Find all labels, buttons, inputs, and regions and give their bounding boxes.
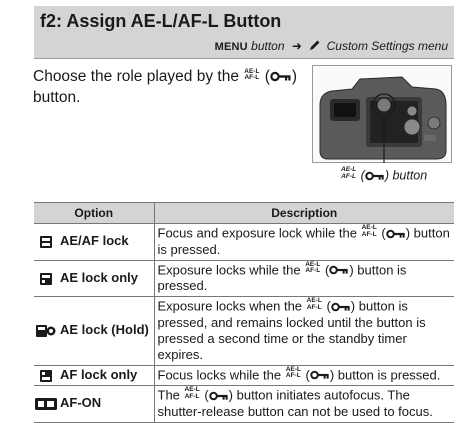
option-description: Focus locks while the AE-L AF-L ( ) button is pressed. [154, 365, 454, 386]
camera-caption: AE-L AF-L ( ) button [341, 166, 428, 183]
option-description: Exposure locks while the AE-L AF-L ( ) button is pressed. [154, 260, 454, 297]
table-row [34, 224, 454, 261]
camera-illustration [312, 65, 452, 163]
options-table [34, 202, 454, 423]
table-row [34, 386, 454, 423]
custom-settings-menu-label: Custom Settings menu [326, 39, 448, 53]
ae-l-af-l-symbol: AE-L AF-L [305, 260, 321, 274]
key-lock-icon [331, 302, 351, 312]
arrow-right-icon: ➜ [291, 39, 302, 53]
menu-word: MENU [214, 41, 248, 53]
key-lock-icon [270, 71, 292, 82]
option-description: Exposure locks when the AE-L AF-L ( ) button is pressed, and remains locked until the button is pressed a second time or the standby timer expires. [154, 297, 454, 366]
option-description: Focus and exposure lock while the AE-L AF-L ( ) button is pressed. [154, 224, 454, 261]
ae-af-lock-icon [39, 235, 53, 249]
key-lock-icon [310, 370, 330, 380]
page-title: f2: Assign AE-L/AF-L Button [40, 11, 282, 31]
key-lock-icon [329, 265, 349, 275]
column-header-option: Option [34, 203, 154, 224]
ae-lock-only-icon [39, 272, 53, 286]
intro-line-end: button. [33, 89, 81, 106]
ae-l-af-l-symbol: AE-L AF-L [184, 386, 200, 400]
table-row [34, 365, 454, 386]
option-label: AF-ON [58, 386, 154, 423]
ae-lock-hold-icon [36, 324, 56, 338]
caption-button-word: button [392, 168, 428, 183]
af-on-icon [35, 398, 57, 410]
ae-l-af-l-symbol: AE-L AF-L [285, 365, 301, 379]
option-label: AF lock only [58, 365, 154, 386]
ae-l-af-l-symbol: AE-L AF-L [306, 297, 322, 311]
ae-l-af-l-symbol: AE-L AF-L [341, 166, 357, 180]
ae-l-af-l-symbol: AE-L AF-L [244, 67, 260, 81]
pencil-icon [309, 39, 321, 51]
option-label: AE lock (Hold) [58, 297, 154, 366]
menu-path [215, 39, 448, 53]
option-label: AE lock only [58, 260, 154, 297]
intro-line: Choose the role played by the [33, 68, 239, 85]
intro-text: Choose the role played by the AE-L AF-L ( ) button. [33, 67, 298, 106]
key-lock-icon [209, 391, 229, 401]
option-description: The AE-L AF-L ( ) button initiates autofocus. The shutter-release button can not be used to focus. [154, 386, 454, 423]
table-row [34, 260, 454, 297]
table-row [34, 297, 454, 366]
key-lock-icon [365, 171, 385, 181]
ae-l-af-l-symbol: AE-L AF-L [361, 224, 377, 238]
table-header-row [34, 203, 454, 224]
column-header-description: Description [154, 203, 454, 224]
af-lock-only-icon [39, 369, 53, 383]
section-header [34, 6, 454, 59]
menu-button-word: button [251, 39, 285, 53]
option-label: AE/AF lock [58, 224, 154, 261]
key-lock-icon [386, 229, 406, 239]
